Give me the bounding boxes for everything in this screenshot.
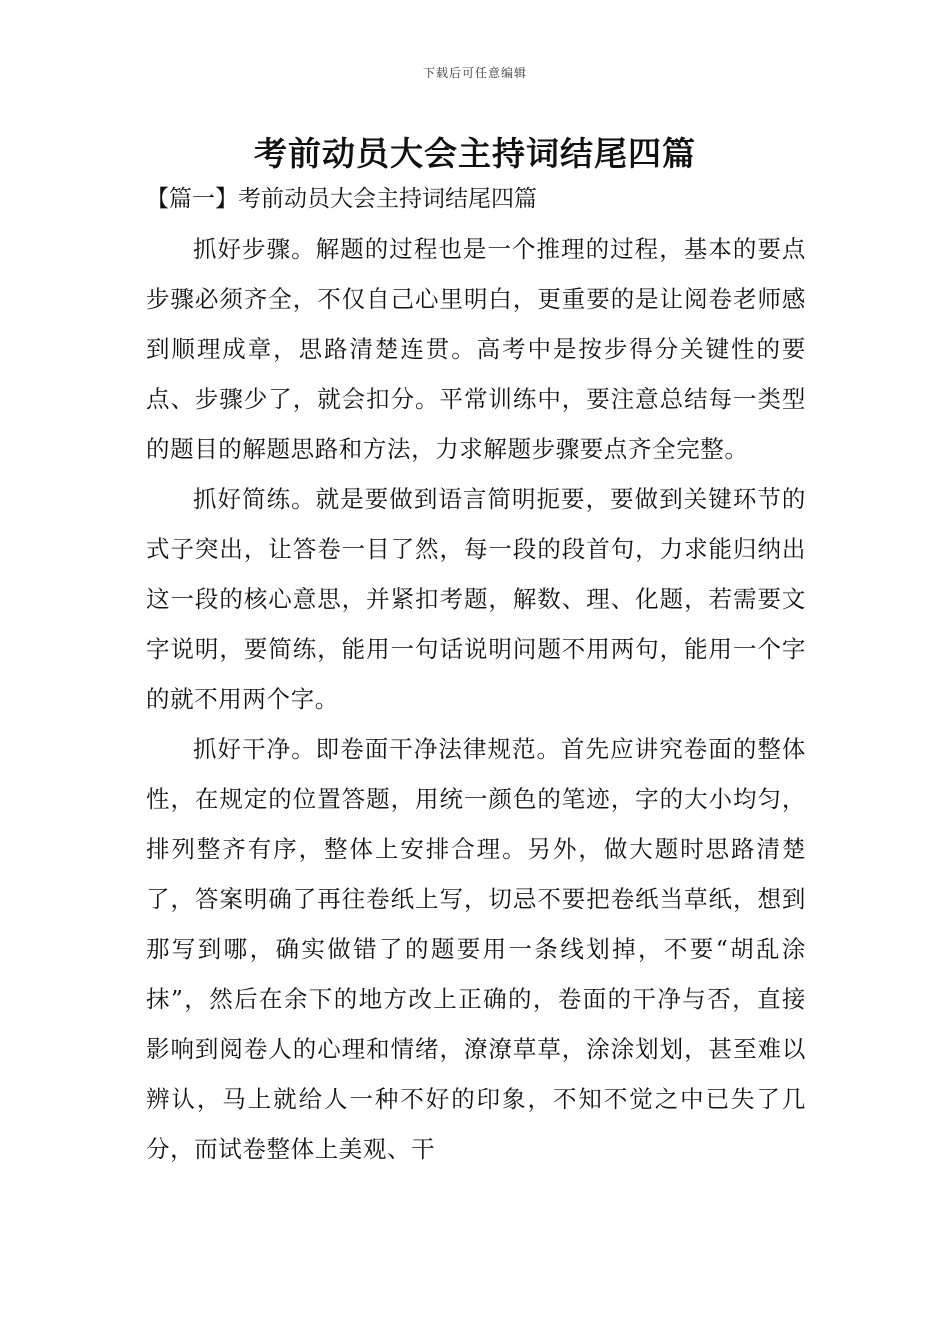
section-heading: 【篇一】考前动员大会主持词结尾四篇 [146, 186, 537, 212]
document-body [146, 224, 806, 1174]
body-paragraph-1: 抓好步骤。解题的过程也是一个推理的过程，基本的要点步骤必须齐全，不仅自己心里明白，更重要的是让阅卷老师感到顺理成章，思路清楚连贯。高考中是按步得分关键性的要点、步骤少了，就会扣分。平常训练中，要注意总结每一类型的题目的解题思路和方法，力求解题步骤要点齐全完整。 [146, 235, 806, 463]
body-paragraph-3: 抓好干净。即卷面干净法律规范。首先应讲究卷面的整体性，在规定的位置答题，用统一颜色的笔迹，字的大小均匀，排列整齐有序，整体上安排合理。另外，做大题时思路清楚了，答案明确了再往卷纸上写，切忌不要把卷纸当草纸，想到那写到哪，确实做错了的题要用一条线划掉，不要“胡乱涂抹”，然后在余下的地方改上正确的，卷面的干净与否，直接影响到阅卷人的心理和情绪，潦潦草草，涂涂划划，甚至难以辨认，马上就给人一种不好的印象，不知不觉之中已失了几分，而试卷整体上美观、干 [146, 735, 806, 1163]
document-title: 考前动员大会主持词结尾四篇 [254, 134, 696, 173]
body-paragraph-2: 抓好简练。就是要做到语言简明扼要，要做到关键环节的式子突出，让答卷一目了然，每一段的段首句，力求能归纳出这一段的核心意思，并紧扣考题，解数、理、化题，若需要文字说明，要简练，能用一句话说明问题不用两句，能用一个字的就不用两个字。 [146, 485, 806, 713]
header-note: 下载后可任意编辑 [422, 66, 527, 80]
